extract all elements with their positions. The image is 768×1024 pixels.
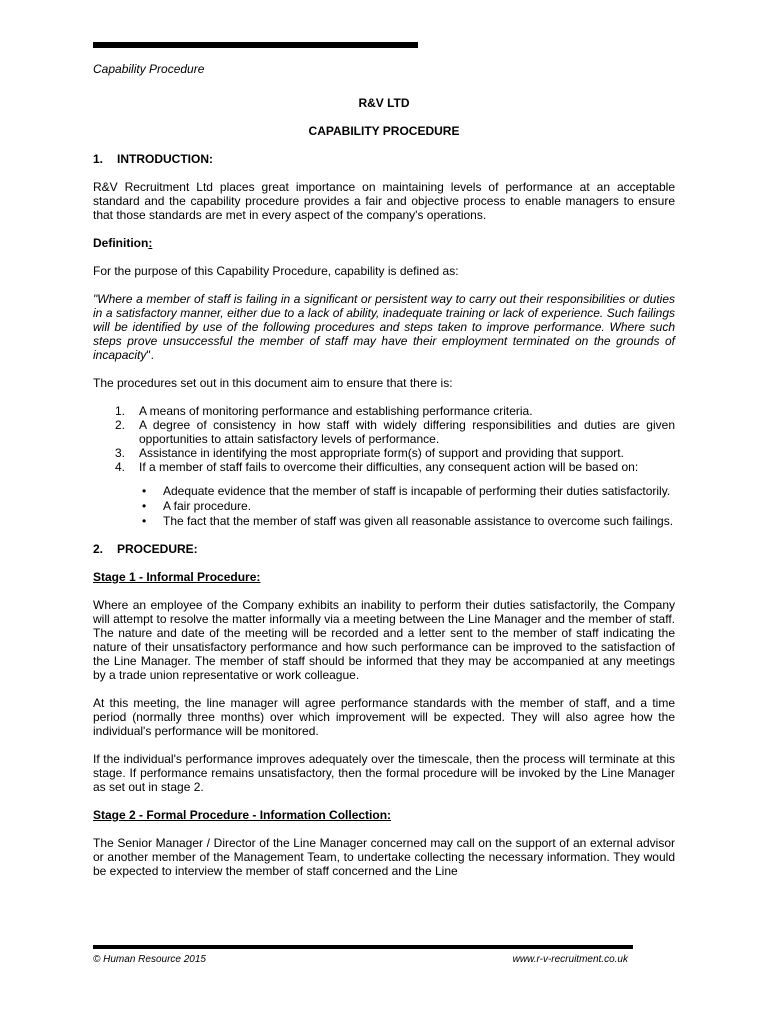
- list-item: 4. If a member of staff fails to overcome their difficulties, any consequent action will be based on:: [115, 460, 639, 474]
- definition-lead: For the purpose of this Capability Procedure, capability is defined as:: [93, 264, 459, 278]
- header-rule: [93, 42, 418, 48]
- section-1-number: 1.: [93, 152, 104, 166]
- bullet-icon: •: [142, 484, 147, 498]
- section-2-title: PROCEDURE:: [117, 542, 198, 556]
- footer-copyright: © Human Resource 2015: [93, 954, 206, 965]
- section-1-heading: [93, 152, 675, 166]
- stage-1-heading: Stage 1 - Informal Procedure:: [93, 570, 261, 584]
- section-2-heading: [93, 542, 675, 556]
- list-item: 1. A means of monitoring performance and establishing performance criteria.: [115, 404, 533, 418]
- company-title: R&V LTD: [358, 96, 410, 110]
- intro-paragraph: R&V Recruitment Ltd places great importance on maintaining levels of performance at an acceptable standard and the capability procedure provides a fair and objective process to enable managers to ensure that those standards are met in every aspect of the company's operations.: [93, 180, 675, 222]
- action-bullets: [93, 484, 675, 528]
- procedure-title: CAPABILITY PROCEDURE: [308, 124, 460, 138]
- list-item: • The fact that the member of staff was given all reasonable assistance to overcome such failings.: [142, 514, 674, 528]
- footer-website: www.r-v-recruitment.co.uk: [512, 954, 628, 965]
- definition-quote: "Where a member of staff is failing in a significant or persistent way to carry out their responsibilities or duties in a satisfactory manner, either due to a lack of ability, inadequate training or lack of experience. Such failings will be identified by use of the following procedures and steps taken to improve performance. Where such steps prove unsuccessful the member of staff may have their employment terminated on the grounds of incapacity".: [93, 292, 675, 362]
- section-1-title: INTRODUCTION:: [117, 152, 213, 166]
- list-item: 3. Assistance in identifying the most appropriate form(s) of support and providing that support.: [115, 446, 624, 460]
- list-item: 2. A degree of consistency in how staff with widely differing responsibilities and duties are given opportunities to attain satisfactory levels of performance.: [115, 418, 675, 446]
- stage-1-paragraph-3: If the individual's performance improves adequately over the timescale, then the process will terminate at this stage. If performance remains unsatisfactory, then the formal procedure will be invoked by the Line Manager as set out in stage 2.: [93, 752, 675, 794]
- bullet-icon: •: [142, 514, 147, 528]
- list-item: • Adequate evidence that the member of staff is incapable of performing their duties satisfactorily.: [142, 484, 671, 498]
- section-2-number: 2.: [93, 542, 104, 556]
- document-header: Capability Procedure: [93, 62, 205, 76]
- procedures-lead: The procedures set out in this document aim to ensure that there is:: [93, 376, 453, 390]
- stage-1-paragraph-1: Where an employee of the Company exhibits an inability to perform their duties satisfactorily, the Company will attempt to resolve the matter informally via a meeting between the Line Manager and the member of staff. The nature and date of the meeting will be recorded and a letter sent to the member of staff indicating the nature of their unsatisfactory performance and how such performance can be improved to the satisfaction of the Line Manager. The member of staff should be informed that they may be accompanied at any meetings by a trade union representative or work colleague.: [93, 598, 675, 682]
- stage-1-paragraph-2: At this meeting, the line manager will agree performance standards with the member of staff, and a time period (normally three months) over which improvement will be expected. They will also agree how the individual's performance will be monitored.: [93, 696, 675, 738]
- list-item: • A fair procedure.: [142, 499, 252, 513]
- bullet-icon: •: [142, 499, 147, 513]
- stage-2-heading: Stage 2 - Formal Procedure - Information Collection:: [93, 808, 392, 822]
- aims-list: [93, 404, 675, 474]
- definition-heading: Definition:: [93, 236, 153, 250]
- document-body: [93, 96, 675, 892]
- footer-rule: [93, 945, 633, 949]
- stage-2-paragraph-1: The Senior Manager / Director of the Line Manager concerned may call on the support of an external advisor or another member of the Management Team, to undertake collecting the necessary information. They would be expected to interview the member of staff concerned and the Line: [93, 836, 675, 878]
